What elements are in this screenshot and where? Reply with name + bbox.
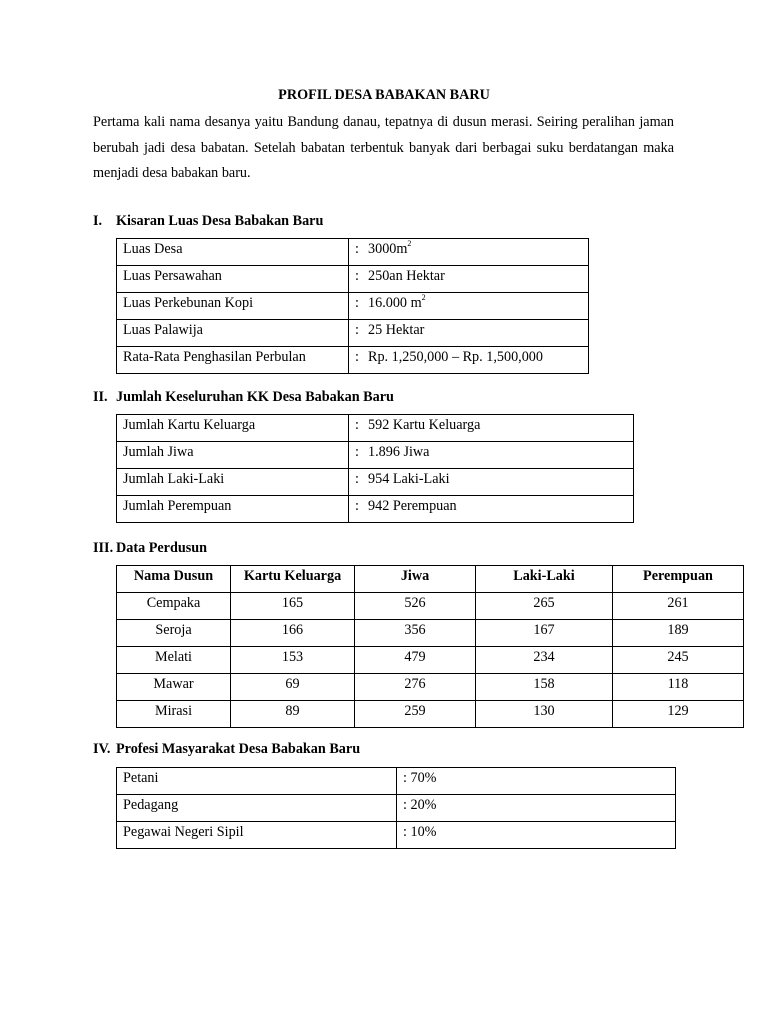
- row-label: Pegawai Negeri Sipil: [117, 822, 397, 849]
- section-title: Kisaran Luas Desa Babakan Baru: [116, 213, 324, 229]
- row-value: : 25 Hektar: [349, 320, 589, 347]
- table-cell: 265: [476, 593, 613, 620]
- table-cell: Mirasi: [117, 701, 231, 728]
- table-row: [117, 496, 634, 523]
- section-number: II.: [93, 389, 108, 405]
- table-row: [117, 795, 676, 822]
- section-number: I.: [93, 213, 103, 229]
- table-cell: 261: [613, 593, 744, 620]
- table-row: [117, 701, 744, 728]
- section-3-heading: [93, 540, 207, 557]
- row-value: : 20%: [397, 795, 676, 822]
- table-cell: 167: [476, 620, 613, 647]
- section-title: Profesi Masyarakat Desa Babakan Baru: [116, 741, 361, 757]
- row-value: : 10%: [397, 822, 676, 849]
- table-row: [117, 239, 589, 266]
- table-row: [117, 293, 589, 320]
- row-label: Luas Perkebunan Kopi: [117, 293, 349, 320]
- section-number: IV.: [93, 741, 111, 757]
- household-table: [116, 414, 634, 523]
- section-title: Data Perdusun: [116, 540, 208, 556]
- table-cell: Cempaka: [117, 593, 231, 620]
- row-label: Jumlah Laki-Laki: [117, 469, 349, 496]
- section-1-heading: [93, 213, 323, 230]
- table-cell: 234: [476, 647, 613, 674]
- row-label: Jumlah Jiwa: [117, 442, 349, 469]
- document-title: PROFIL DESA BABAKAN BARU: [278, 87, 490, 103]
- table-row: [117, 768, 676, 795]
- row-value: : 592 Kartu Keluarga: [349, 415, 634, 442]
- table-cell: 130: [476, 701, 613, 728]
- section-4-heading: [93, 741, 360, 758]
- table-cell: Melati: [117, 647, 231, 674]
- table-cell: 69: [231, 674, 355, 701]
- section-title: Jumlah Keseluruhan KK Desa Babakan Baru: [116, 389, 394, 405]
- land-area-table: [116, 238, 589, 374]
- row-value: : 1.896 Jiwa: [349, 442, 634, 469]
- row-value: : 16.000 $m^2$: [349, 293, 589, 320]
- row-label: Luas Palawija: [117, 320, 349, 347]
- column-header: Laki-Laki: [476, 566, 613, 593]
- row-label: Petani: [117, 768, 397, 795]
- row-label: Rata-Rata Penghasilan Perbulan: [117, 347, 349, 374]
- table-row: [117, 320, 589, 347]
- section-number: III.: [93, 540, 114, 556]
- row-value: : 70%: [397, 768, 676, 795]
- table-cell: Mawar: [117, 674, 231, 701]
- table-header-row: [117, 566, 744, 593]
- table-row: [117, 469, 634, 496]
- table-cell: 165: [231, 593, 355, 620]
- intro-paragraph: Pertama kali nama desanya yaitu Bandung danau, tepatnya di dusun merasi. Seiring peralihan jaman berubah jadi desa babatan. Setelah babatan terbentuk banyak dari berbagai suku berdatangan maka menjadi desa babakan baru.: [93, 114, 674, 181]
- row-value: : 954 Laki-Laki: [349, 469, 634, 496]
- row-value: : 942 Perempuan: [349, 496, 634, 523]
- table-cell: 153: [231, 647, 355, 674]
- row-label: Pedagang: [117, 795, 397, 822]
- row-label: Jumlah Kartu Keluarga: [117, 415, 349, 442]
- table-row: [117, 347, 589, 374]
- column-header: Kartu Keluarga: [231, 566, 355, 593]
- column-header: Perempuan: [613, 566, 744, 593]
- table-cell: 189: [613, 620, 744, 647]
- row-label: Luas Desa: [117, 239, 349, 266]
- row-label: Jumlah Perempuan: [117, 496, 349, 523]
- table-cell: 129: [613, 701, 744, 728]
- table-cell: 479: [355, 647, 476, 674]
- table-cell: 89: [231, 701, 355, 728]
- table-cell: 166: [231, 620, 355, 647]
- table-cell: 118: [613, 674, 744, 701]
- hamlet-data-table: [116, 565, 744, 728]
- table-row: [117, 822, 676, 849]
- profession-table: [116, 767, 676, 849]
- table-row: [117, 442, 634, 469]
- table-row: [117, 674, 744, 701]
- row-value: : Rp. 1,250,000 – Rp. 1,500,000: [349, 347, 589, 374]
- section-2-heading: [93, 389, 394, 406]
- table-cell: 276: [355, 674, 476, 701]
- row-value: : $3000m^2$: [349, 239, 589, 266]
- table-row: [117, 415, 634, 442]
- table-row: [117, 620, 744, 647]
- table-cell: 526: [355, 593, 476, 620]
- row-label: Luas Persawahan: [117, 266, 349, 293]
- table-cell: 245: [613, 647, 744, 674]
- table-cell: Seroja: [117, 620, 231, 647]
- table-cell: 356: [355, 620, 476, 647]
- row-value: : 250an Hektar: [349, 266, 589, 293]
- table-row: [117, 593, 744, 620]
- table-row: [117, 266, 589, 293]
- table-cell: 158: [476, 674, 613, 701]
- column-header: Jiwa: [355, 566, 476, 593]
- table-row: [117, 647, 744, 674]
- column-header: Nama Dusun: [117, 566, 231, 593]
- table-cell: 259: [355, 701, 476, 728]
